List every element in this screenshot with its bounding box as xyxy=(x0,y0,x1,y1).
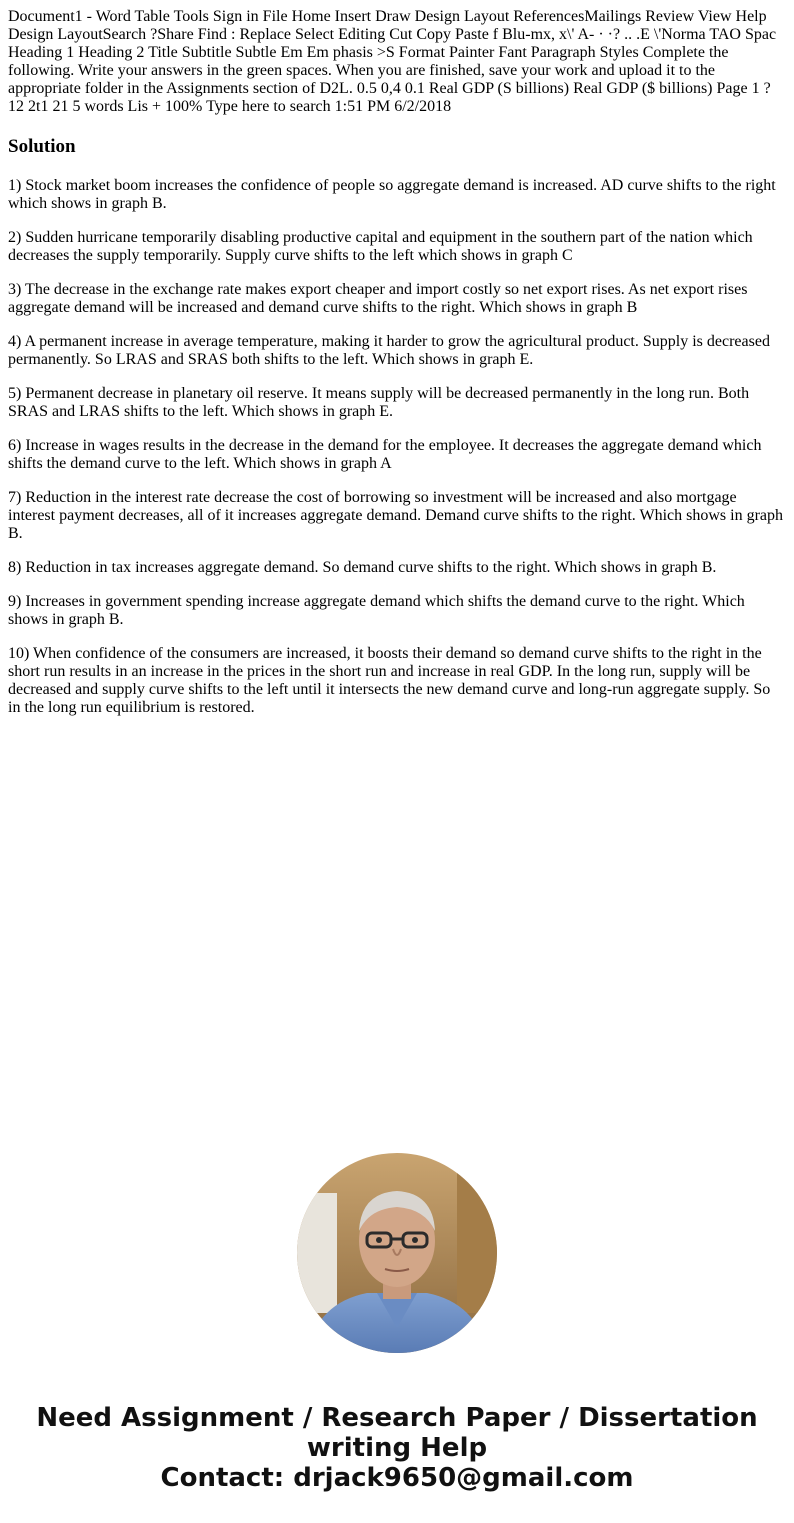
promo-contact: Contact: drjack9650@gmail.com xyxy=(160,1463,634,1493)
answer-item: 3) The decrease in the exchange rate makes export cheaper and import costly so net export rises. As net export rises aggregate demand will be increased and demand curve shifts to the right. Which shows in graph B xyxy=(8,281,748,316)
answer-item: 4) A permanent increase in average temperature, making it harder to grow the agricultural product. Supply is decreased permanently. So LRAS and SRAS both shifts to the left. Which shows in graph E. xyxy=(8,333,770,368)
answer-item: 9) Increases in government spending increase aggregate demand which shifts the demand curve to the right. Which shows in graph B. xyxy=(8,593,745,628)
author-avatar xyxy=(297,1153,497,1353)
promo-banner xyxy=(0,1403,794,1493)
promo-line: writing Help xyxy=(306,1433,488,1463)
document-content xyxy=(8,8,786,733)
solution-heading: Solution xyxy=(8,136,76,157)
question-ocr-text: Document1 - Word Table Tools Sign in File Home Insert Draw Design Layout ReferencesMailings Review View Help Design LayoutSearch ?Share Find : Replace Select Editing Cut Copy Paste f Blu-mx, x\' A- · ·? .. .E \'Norma TAO Spac Heading 1 Heading 2 Title Subtitle Subtle Em Em phasis >S Format Painter Fant Paragraph Styles Complete the following. Write your answers in the green spaces. When you are finished, save your work and upload it to the appropriate folder in the Assignments section of D2L. 0.5 0,4 0.1 Real GDP (S billions) Real GDP ($ billions) Page 1 ? 12 2t1 21 5 words Lis + 100% Type here to search 1:51 PM 6/2/2018 xyxy=(8,8,777,115)
answer-item: 1) Stock market boom increases the confidence of people so aggregate demand is increased. AD curve shifts to the right which shows in graph B. xyxy=(8,177,776,212)
answer-item: 10) When confidence of the consumers are increased, it boosts their demand so demand curve shifts to the right in the short run results in an increase in the prices in the short run and increase in real GDP. In the long run, supply will be decreased and supply curve shifts to the left until it intersects the new demand curve and long-run aggregate supply. So in the long run equilibrium is restored. xyxy=(8,645,771,716)
answer-item: 6) Increase in wages results in the decrease in the demand for the employee. It decreases the aggregate demand which shifts the demand curve to the left. Which shows in graph A xyxy=(8,437,762,472)
answer-item: 7) Reduction in the interest rate decrease the cost of borrowing so investment will be increased and also mortgage interest payment decreases, all of it increases aggregate demand. Demand curve shifts to the right. Which shows in graph B. xyxy=(8,489,784,542)
answer-item: 5) Permanent decrease in planetary oil reserve. It means supply will be decreased permanently in the long run. Both SRAS and LRAS shifts to the left. Which shows in graph E. xyxy=(8,385,750,420)
promo-line: Need Assignment / Research Paper / Dissertation xyxy=(36,1403,758,1433)
answer-item: 2) Sudden hurricane temporarily disabling productive capital and equipment in the southern part of the nation which decreases the supply temporarily. Supply curve shifts to the left which shows in graph C xyxy=(8,229,753,264)
author-photo-icon xyxy=(297,1153,497,1353)
answer-item: 8) Reduction in tax increases aggregate demand. So demand curve shifts to the right. Which shows in graph B. xyxy=(8,559,717,576)
